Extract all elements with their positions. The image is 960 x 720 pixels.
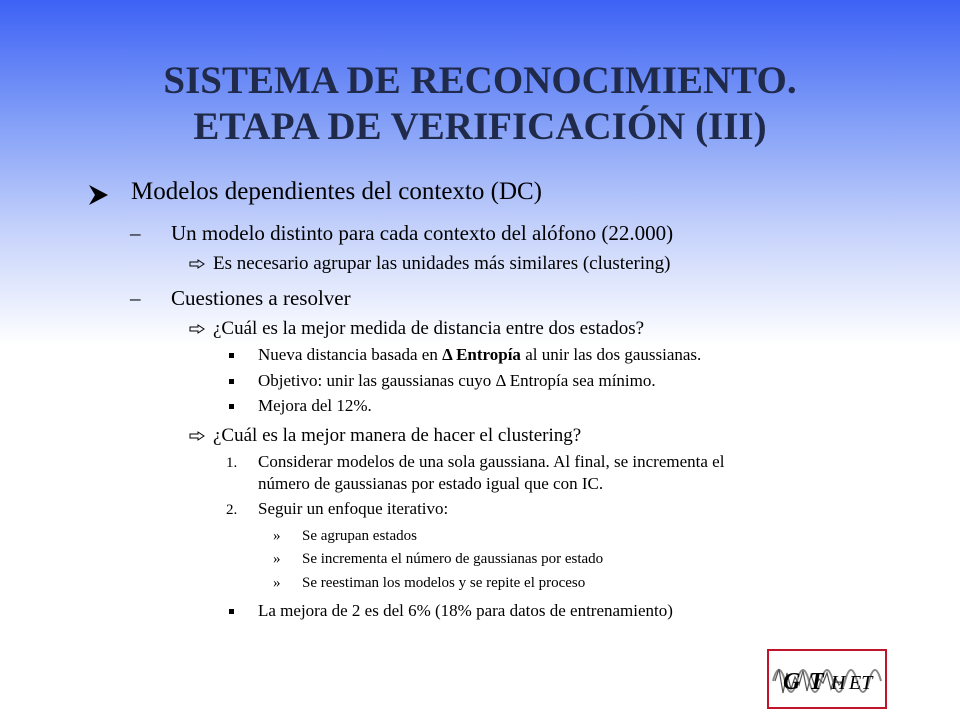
delta-entropy-label: Δ Entropía — [442, 345, 521, 364]
item-b: Cuestiones a resolver — [171, 286, 351, 310]
sub-item-2: Se incrementa el número de gaussianas por estado — [302, 551, 604, 567]
square-bullet-icon — [229, 379, 234, 384]
slide-title — [0, 58, 960, 150]
number-1: 1. — [226, 455, 238, 471]
level1-item: Modelos dependientes del contexto (DC) — [131, 178, 543, 205]
dash-bullet: – — [130, 221, 141, 245]
svg-text:H: H — [831, 672, 846, 694]
svg-text:ET: ET — [849, 672, 873, 694]
numbered-item-2: Seguir un enfoque iterativo: — [258, 499, 449, 518]
sub-bullet: » — [273, 528, 281, 544]
hollow-arrow-icon — [189, 431, 205, 441]
item-a-sub: Es necesario agrupar las unidades más similares (clustering) — [213, 253, 671, 274]
item-a: Un modelo distinto para cada contexto del alófono (22.000) — [171, 221, 674, 245]
q1-bullet-3: Mejora del 12%. — [258, 396, 372, 415]
q1-bullet-1 — [258, 345, 701, 365]
square-bullet-icon — [229, 404, 234, 409]
q1-bullet-1-post: al unir las dos gaussianas. — [525, 345, 702, 364]
slide-title-line1: SISTEMA DE RECONOCIMIENTO. — [163, 59, 797, 102]
question-1: ¿Cuál es la mejor medida de distancia entre dos estados? — [213, 318, 645, 339]
q1-bullet-2: Objetivo: unir las gaussianas cuyo Δ Entropía sea mínimo. — [258, 371, 656, 390]
sub-bullet: » — [273, 575, 281, 591]
hollow-arrow-icon — [189, 324, 205, 334]
question-2: ¿Cuál es la mejor manera de hacer el clustering? — [213, 425, 582, 446]
hollow-arrow-icon — [189, 259, 205, 269]
final-bullet: La mejora de 2 es del 6% (18% para datos de entrenamiento) — [258, 601, 673, 620]
arrow-bullet-icon — [87, 184, 109, 206]
svg-text:G: G — [783, 669, 801, 695]
numbered-item-1-line1: Considerar modelos de una sola gaussiana. Al final, se incrementa el — [258, 452, 725, 471]
dash-bullet: – — [130, 286, 141, 310]
sub-item-1: Se agrupan estados — [302, 528, 417, 544]
q1-bullet-1-pre: Nueva distancia basada en — [258, 345, 438, 364]
svg-text:T: T — [809, 669, 824, 695]
sub-bullet: » — [273, 551, 281, 567]
numbered-item-1-line2: número de gaussianas por estado igual que con IC. — [258, 474, 604, 493]
sub-item-3: Se reestiman los modelos y se repite el proceso — [302, 575, 586, 591]
gthet-logo — [767, 649, 887, 709]
gthet-logo-mark — [769, 651, 885, 707]
number-2: 2. — [226, 502, 238, 518]
square-bullet-icon — [229, 609, 234, 614]
slide-title-line2: ETAPA DE VERIFICACIÓN (III) — [193, 105, 767, 148]
square-bullet-icon — [229, 353, 234, 358]
